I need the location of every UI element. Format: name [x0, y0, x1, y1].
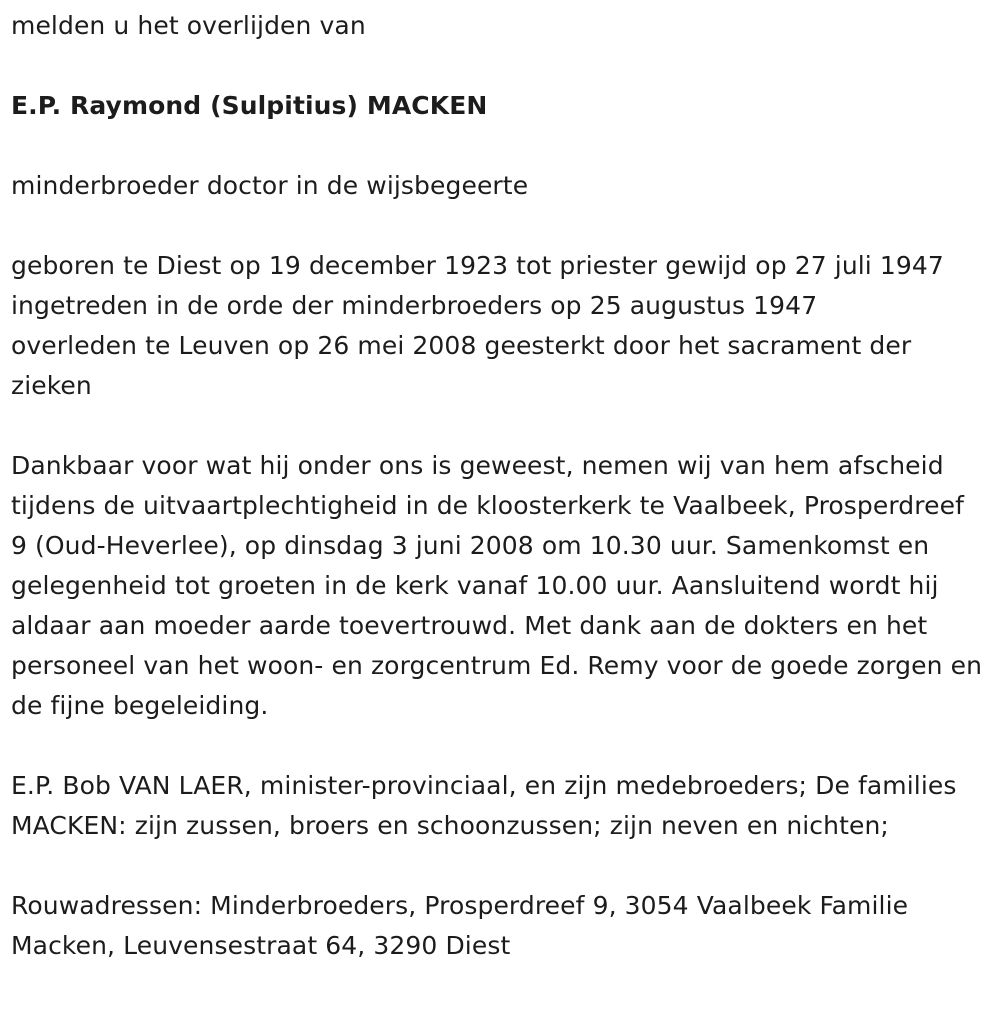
biography-death-line: overleden te Leuven op 26 mei 2008 geesterkt door het sacrament der zieken [11, 331, 912, 400]
family-paragraph: E.P. Bob VAN LAER, minister-provinciaal, en zijn medebroeders; De families MACKEN: zijn zussen, broers en schoonzussen; zijn neven en nichten; [11, 771, 957, 840]
biography-order-line: ingetreden in de orde der minderbroeders op 25 augustus 1947 [11, 291, 818, 320]
ceremony-paragraph: Dankbaar voor wat hij onder ons is geweest, nemen wij van hem afscheid tijdens de uitvaartplechtigheid in de kloosterkerk te Vaalbeek, Prosperdreef 9 (Oud-Heverlee), op dinsdag 3 juni 2008 om 10.30 uur. Samenkomst en gelegenheid tot groeten in de kerk vanaf 10.00 uur. Aansluitend wordt hij aldaar aan moeder aarde toevertrouwd. Met dank aan de dokters en het personeel van het woon- en zorgcentrum Ed. Remy voor de goede zorgen en de fijne begeleiding. [11, 451, 983, 720]
deceased-title: minderbroeder doctor in de wijsbegeerte [11, 171, 529, 200]
biography-birth-line: geboren te Diest op 19 december 1923 tot priester gewijd op 27 juli 1947 [11, 251, 944, 280]
obituary-document [11, 6, 986, 966]
biography-block [11, 246, 986, 406]
deceased-name: E.P. Raymond (Sulpitius) MACKEN [11, 91, 488, 120]
addresses-paragraph: Rouwadressen: Minderbroeders, Prosperdreef 9, 3054 Vaalbeek Familie Macken, Leuvensestraat 64, 3290 Diest [11, 891, 909, 960]
intro-text: melden u het overlijden van [11, 11, 366, 40]
